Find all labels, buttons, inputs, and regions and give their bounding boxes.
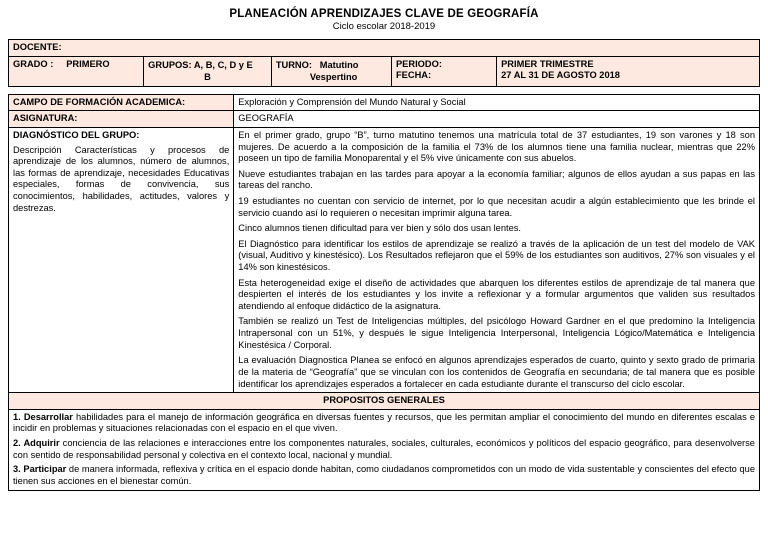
proposito-item [13, 412, 755, 435]
diagnostico-paragraph: También se realizó un Test de Inteligencias múltiples, del psicólogo Howard Gardner en el que predomino la Inteligencia Intrapersonal con un 51%, y después le sigue Inteligencia Interpersonal, Inteligencia Lógico/Matemática e Inteligencia Kinestésica / Corporal. [238, 316, 755, 350]
diagnostico-paragraph: Esta heterogeneidad exige el diseño de actividades que abarquen los diferentes estilos de aprendizaje de tal manera que despierten el interés de los estudiantes y los invite a reflexionar y a formular argumentos que validen sus resultados atendiendo al enfoque didáctico de la asignatura. [238, 277, 755, 311]
periodo-label: PERIODO: [395, 58, 442, 69]
diagnostico-label: DIAGNÓSTICO DEL GRUPO: [13, 129, 140, 140]
campo-label: CAMPO DE FORMACIÓN ACADEMICA: [13, 96, 186, 107]
periodo-value-cell [497, 56, 760, 86]
diagnostico-label-cell [9, 127, 234, 392]
header-table [8, 39, 760, 87]
grado-cell [9, 56, 144, 86]
grupos-value: A, B, C, D y E [193, 59, 253, 70]
diagnostico-content-cell [234, 127, 760, 392]
docente-cell [9, 40, 760, 57]
diagnostico-paragraph: El Diagnóstico para identificar los estilos de aprendizaje se realizó a través de la aplicación de un test del modelo de VAK (visual, Auditivo y kinestésico). Los Resultados reflejaron que el 59% de los estudiantes son auditivos, 27% son visuales y el 14% son kinestésicos. [238, 238, 755, 273]
proposito-number: 1. Desarrollar [13, 411, 73, 422]
table-row-propositos-header [9, 393, 760, 410]
turno-label: TURNO: [275, 59, 312, 70]
turno-value: Matutino [319, 59, 359, 70]
asignatura-value: GEOGRAFÍA [238, 113, 294, 124]
grado-label: GRADO : [13, 58, 54, 69]
asignatura-label: ASIGNATURA: [13, 113, 78, 124]
info-table [8, 94, 760, 492]
table-row-propositos [9, 409, 760, 491]
asignatura-label-cell [9, 111, 234, 128]
docente-label: DOCENTE: [13, 42, 62, 52]
campo-label-cell [9, 94, 234, 111]
periodo-value: PRIMER TRIMESTRE [501, 58, 594, 69]
periodo-label-cell [391, 56, 496, 86]
diagnostico-paragraph: Cinco alumnos tienen dificultad para ver bien y sólo dos usan lentes. [238, 223, 521, 234]
proposito-item [13, 438, 755, 461]
grupos-cell [144, 56, 272, 86]
proposito-item [13, 464, 755, 487]
campo-value-cell [234, 94, 760, 111]
proposito-text: habilidades para el manejo de información geográfica en diversas fuentes y recursos, que les permitan ampliar el conocimiento del mundo en diferentes escalas e incidir en problemas y situaciones relacionadas con el espacio en el que viven. [13, 411, 755, 434]
proposito-number: 3. Participar [13, 464, 67, 475]
page-title: PLANEACIÓN APRENDIZAJES CLAVE DE GEOGRAFÍA [229, 8, 539, 20]
fecha-value: 27 AL 31 DE AGOSTO 2018 [501, 70, 620, 81]
proposito-text: de manera informada, reflexiva y crítica en el espacio donde habitan, como ciudadanos comprometidos con un modo de vida sustentable y conscientes del efecto que tienen sus acciones en el bienestar común. [13, 464, 755, 486]
grado-value: PRIMERO [66, 58, 110, 69]
propositos-header: PROPOSITOS GENERALES [9, 393, 760, 410]
diagnostico-description: Descripción Características y procesos de aprendizaje de los alumnos, número de alumnos, las formas de aprendizaje, necesidades Educativas especiales, formas de convivencia, sus conocimientos, habilidades, actitudes, valores y destrezas. [13, 144, 230, 213]
grupos-label: GRUPOS: [148, 59, 192, 70]
diagnostico-paragraph: Nueve estudiantes trabajan en las tardes para apoyar a la economía familiar; algunos de ellos ayudan a sus papas en las tareas del rancho. [238, 168, 755, 191]
table-row-grado [9, 56, 760, 86]
fecha-label: FECHA: [395, 70, 432, 81]
page-subtitle: Ciclo escolar 2018-2019 [332, 21, 436, 32]
asignatura-value-cell [234, 111, 760, 128]
table-row-docente [9, 40, 760, 57]
table-row-asignatura [9, 111, 760, 128]
proposito-number: 2. Adquirir [13, 437, 60, 448]
turno-cell [271, 56, 391, 86]
turno-value-line2: Vespertino [309, 72, 358, 83]
campo-value: Exploración y Comprensión del Mundo Natural y Social [238, 96, 466, 107]
table-row-campo [9, 94, 760, 111]
grupos-value-line2: B [204, 72, 211, 83]
diagnostico-paragraph: En el primer grado, grupo “B”, turno matutino tenemos una matrícula total de 37 estudiantes, 19 son varones y 18 son mujeres. De acuerdo a la composición de la familia el 73% de los alumnos tiene una familia nuclear, mientras que 22% poseen un tipo de familia Monoparental y el 5% vive únicamente con sus abuelos. [238, 129, 755, 164]
table-row-diagnostico [9, 127, 760, 392]
propositos-content-cell [9, 409, 760, 491]
diagnostico-paragraph: La evaluación Diagnostica Planea se enfocó en algunos aprendizajes esperados de cuarto, quinto y sexto grado de primaria de la materia de “Geografía” que se vinculan con los contenidos de Geografía en secundaria; de tal manera que es posible identificar los aprendizajes esperados a fortalecer en cada estudiante durante el transcurso del ciclo escolar. [238, 355, 755, 389]
proposito-text: conciencia de las relaciones e interacciones entre los componentes naturales, sociales, culturales, económicos y políticos del espacio geográfico, para desenvolverse con sentido de responsabilidad personal y colectiva en el contexto local, nacional y mundial. [13, 437, 755, 460]
diagnostico-paragraph: 19 estudiantes no cuentan con servicio de internet, por lo que necesitan acudir a algún establecimiento que les brinde el servicio cuando así lo requieren o necesitan imprimir alguna tarea. [238, 195, 755, 218]
